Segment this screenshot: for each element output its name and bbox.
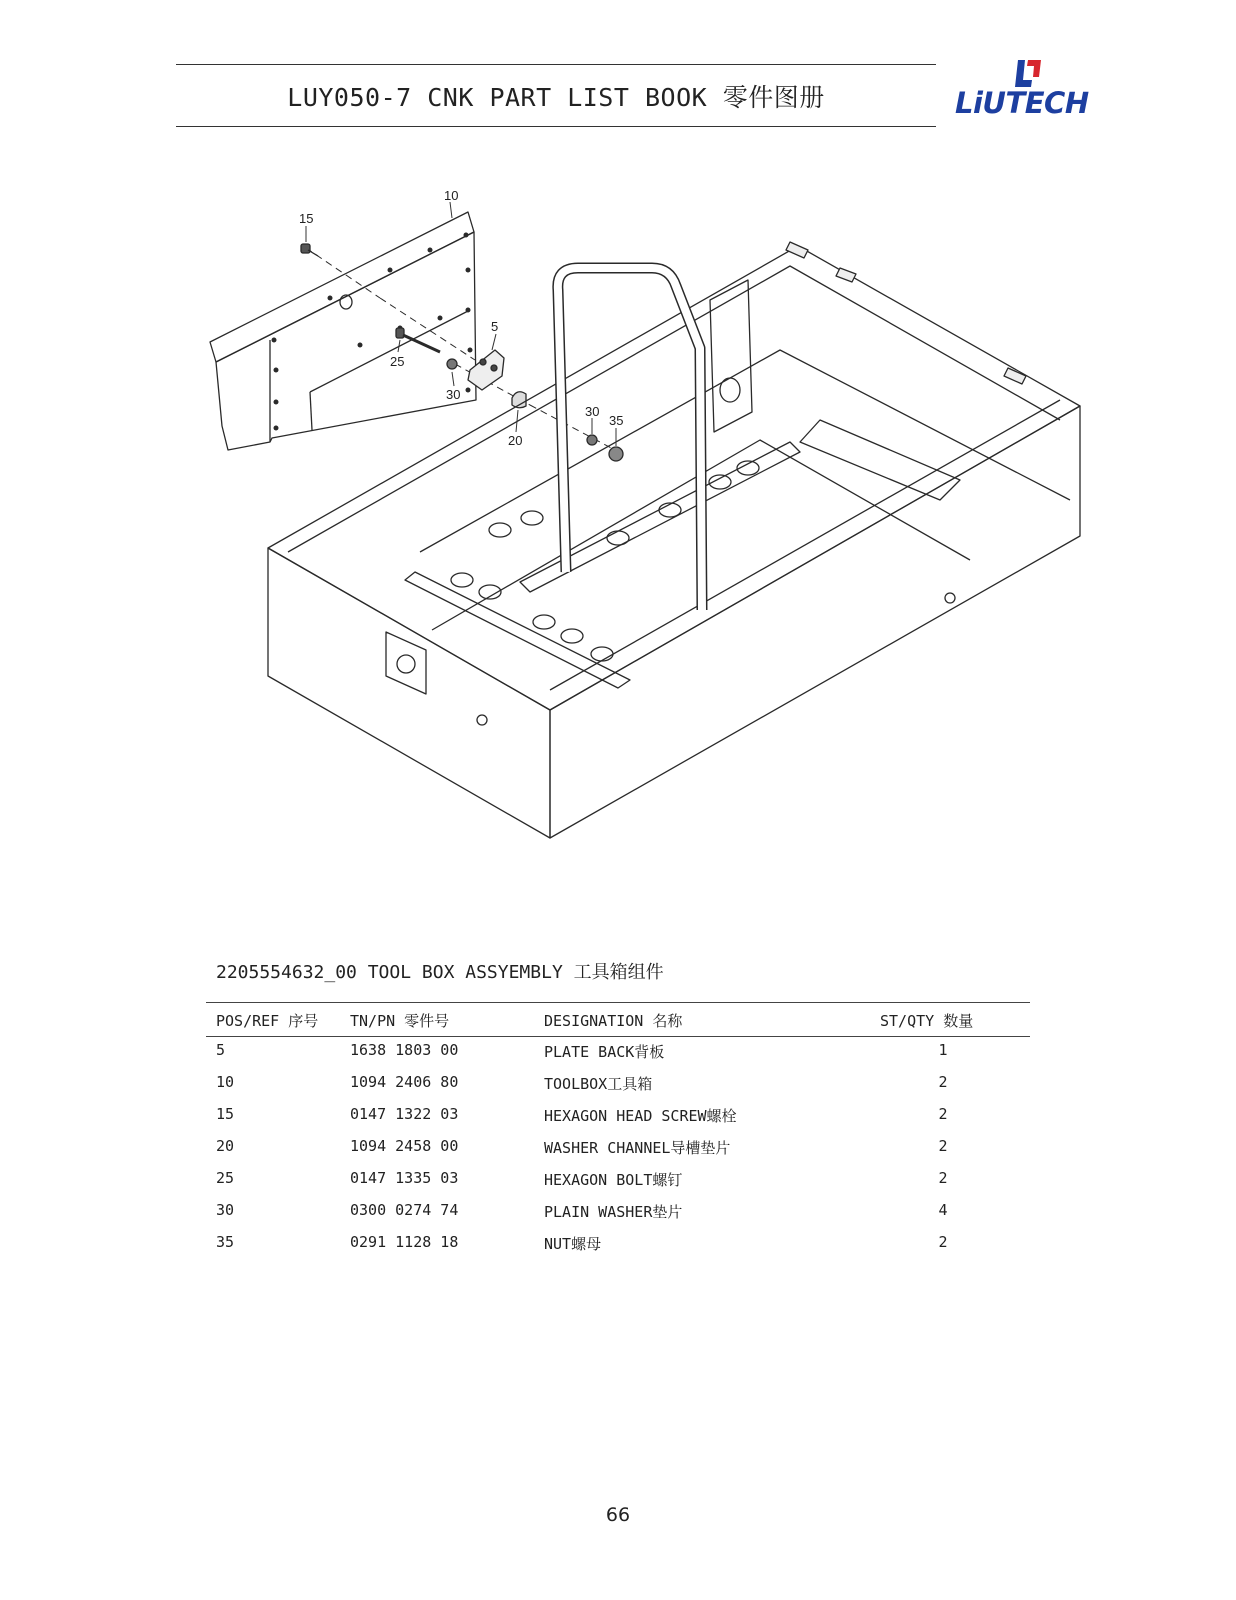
- cell-pn: 0147 1322 03: [350, 1105, 459, 1123]
- cell-qty: 2: [938, 1169, 948, 1187]
- header-designation: DESIGNATION 名称: [544, 1012, 683, 1030]
- cell-pn: 0291 1128 18: [350, 1233, 459, 1251]
- header-pn: TN/PN 零件号: [350, 1012, 450, 1030]
- cell-pn: 1094 2406 80: [350, 1073, 459, 1091]
- bolt-part: [396, 328, 440, 352]
- table-row: [216, 1233, 1026, 1259]
- callout-30-left: 30: [446, 387, 461, 402]
- cell-pn: 1638 1803 00: [350, 1041, 459, 1059]
- logo-mark-icon: [1012, 60, 1042, 88]
- page-title: LUY050-7 CNK PART LIST BOOK 零件图册: [287, 83, 825, 112]
- cell-designation: PLAIN WASHER垫片: [544, 1203, 683, 1221]
- assembly-title: 2205554632_00 TOOL BOX ASSYEMBLY 工具箱组件: [216, 962, 664, 983]
- callout-5: 5: [491, 319, 499, 334]
- header-pos: POS/REF 序号: [216, 1012, 319, 1030]
- cell-pos: 10: [216, 1073, 235, 1091]
- cell-pos: 20: [216, 1137, 235, 1155]
- screw-part: [301, 244, 318, 256]
- exploded-drawing: [200, 180, 1100, 870]
- cell-designation: WASHER CHANNEL导槽垫片: [544, 1139, 731, 1157]
- cell-pos: 35: [216, 1233, 235, 1251]
- callout-20: 20: [508, 433, 523, 448]
- cell-pos: 30: [216, 1201, 235, 1219]
- header-qty: ST/QTY 数量: [880, 1012, 974, 1030]
- cell-qty: 2: [938, 1233, 948, 1251]
- table-row: [216, 1041, 1026, 1067]
- cell-pn: 1094 2458 00: [350, 1137, 459, 1155]
- table-row: [216, 1201, 1026, 1227]
- cell-designation: NUT螺母: [544, 1235, 602, 1253]
- table-row: [216, 1105, 1026, 1131]
- table-rule-top: [206, 1002, 1030, 1003]
- cell-qty: 2: [938, 1073, 948, 1091]
- header-rule-top: [176, 64, 936, 65]
- page-number: 66: [605, 1504, 631, 1526]
- cell-qty: 2: [938, 1105, 948, 1123]
- callout-10: 10: [444, 188, 459, 203]
- callout-25: 25: [390, 354, 405, 369]
- company-logo: [955, 58, 1105, 128]
- cell-pn: 0147 1335 03: [350, 1169, 459, 1187]
- cell-pn: 0300 0274 74: [350, 1201, 459, 1219]
- cell-pos: 15: [216, 1105, 235, 1123]
- callout-35: 35: [609, 413, 624, 428]
- table-header-row: [216, 1010, 1026, 1036]
- cell-pos: 25: [216, 1169, 235, 1187]
- callout-30-right: 30: [585, 404, 600, 419]
- table-row: [216, 1073, 1026, 1099]
- table-rule-header: [206, 1036, 1030, 1037]
- toolbox-part: [210, 212, 476, 450]
- cell-pos: 5: [216, 1041, 226, 1059]
- table-row: [216, 1169, 1026, 1195]
- frame-box: [268, 242, 1080, 838]
- header-rule-bottom: [176, 126, 936, 127]
- cell-qty: 1: [938, 1041, 948, 1059]
- logo-text: LiUTECH: [955, 86, 1089, 120]
- cell-qty: 2: [938, 1137, 948, 1155]
- cell-qty: 4: [938, 1201, 948, 1219]
- cell-designation: TOOLBOX工具箱: [544, 1075, 653, 1093]
- cell-designation: HEXAGON BOLT螺钉: [544, 1171, 683, 1189]
- callout-15: 15: [299, 211, 314, 226]
- cell-designation: HEXAGON HEAD SCREW螺栓: [544, 1107, 737, 1125]
- table-row: [216, 1137, 1026, 1163]
- cell-designation: PLATE BACK背板: [544, 1043, 665, 1061]
